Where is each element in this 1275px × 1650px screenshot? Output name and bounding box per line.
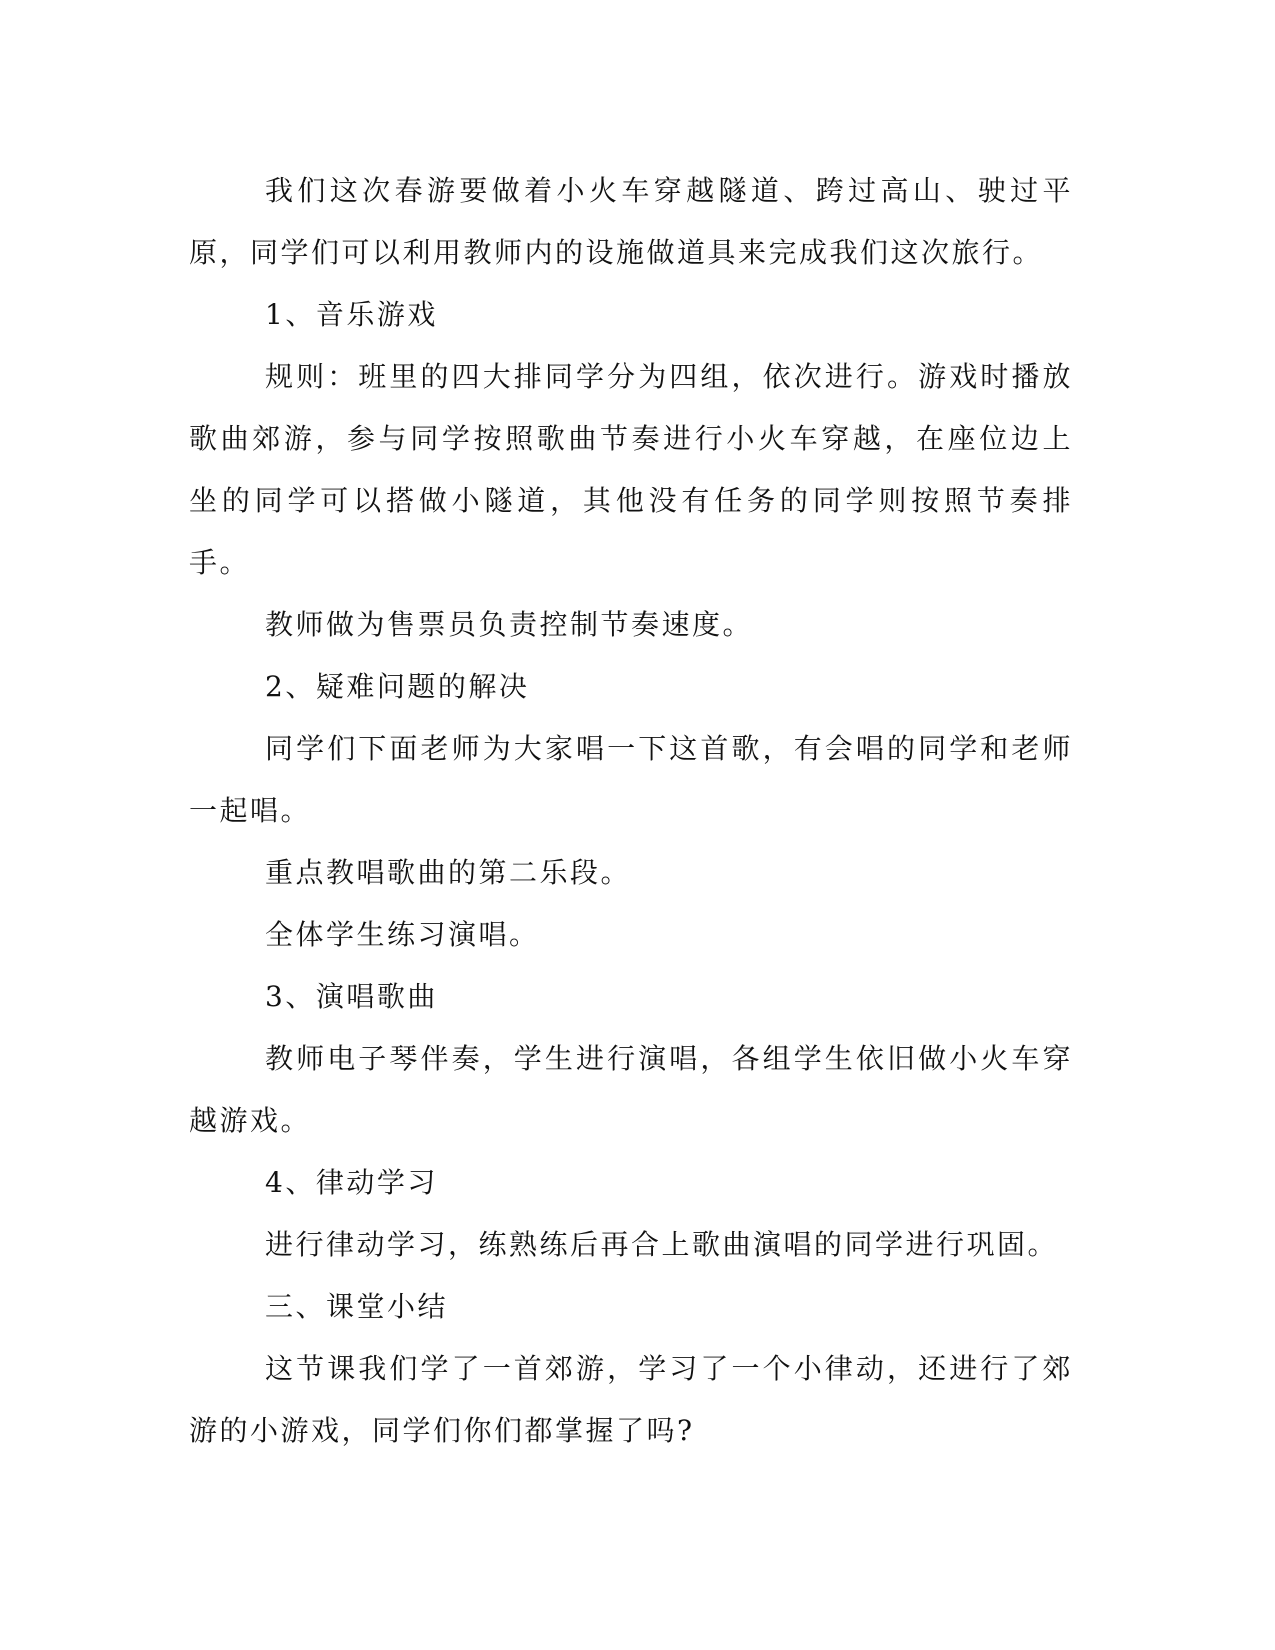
heading-rhythm-learning: 4、律动学习 (265, 1166, 438, 1199)
heading-difficult-problems: 2、疑难问题的解决 (265, 670, 530, 703)
paragraph-teacher-sings: 同学们下面老师为大家唱一下这首歌，有会唱的同学和老师一起唱。 (189, 732, 1073, 827)
paragraph-game-rules: 规则：班里的四大排同学分为四组，依次进行。游戏时播放歌曲郊游，参与同学按照歌曲节奏进行小火车穿越，在座位边上坐的同学可以搭做小隧道，其他没有任务的同学则按照节奏排手。 (189, 360, 1073, 579)
paragraph-teacher-role: 教师做为售票员负责控制节奏速度。 (265, 608, 754, 641)
paragraph-spring-trip-intro: 我们这次春游要做着小火车穿越隧道、跨过高山、驶过平原，同学们可以利用教师内的设施做道具来完成我们这次旅行。 (189, 174, 1073, 269)
heading-sing-song: 3、演唱歌曲 (265, 980, 438, 1013)
paragraph-accompaniment: 教师电子琴伴奏，学生进行演唱，各组学生依旧做小火车穿越游戏。 (189, 1042, 1073, 1137)
paragraph-summary: 这节课我们学了一首郊游，学习了一个小律动，还进行了郊游的小游戏，同学们你们都掌握了吗? (189, 1352, 1073, 1447)
paragraph-practice: 全体学生练习演唱。 (265, 918, 540, 951)
paragraph-key-section: 重点教唱歌曲的第二乐段。 (265, 856, 632, 889)
document-body (189, 160, 1073, 1462)
heading-music-game: 1、音乐游戏 (265, 298, 438, 331)
heading-class-summary: 三、课堂小结 (265, 1290, 449, 1323)
paragraph-rhythm-practice: 进行律动学习，练熟练后再合上歌曲演唱的同学进行巩固。 (265, 1228, 1059, 1261)
